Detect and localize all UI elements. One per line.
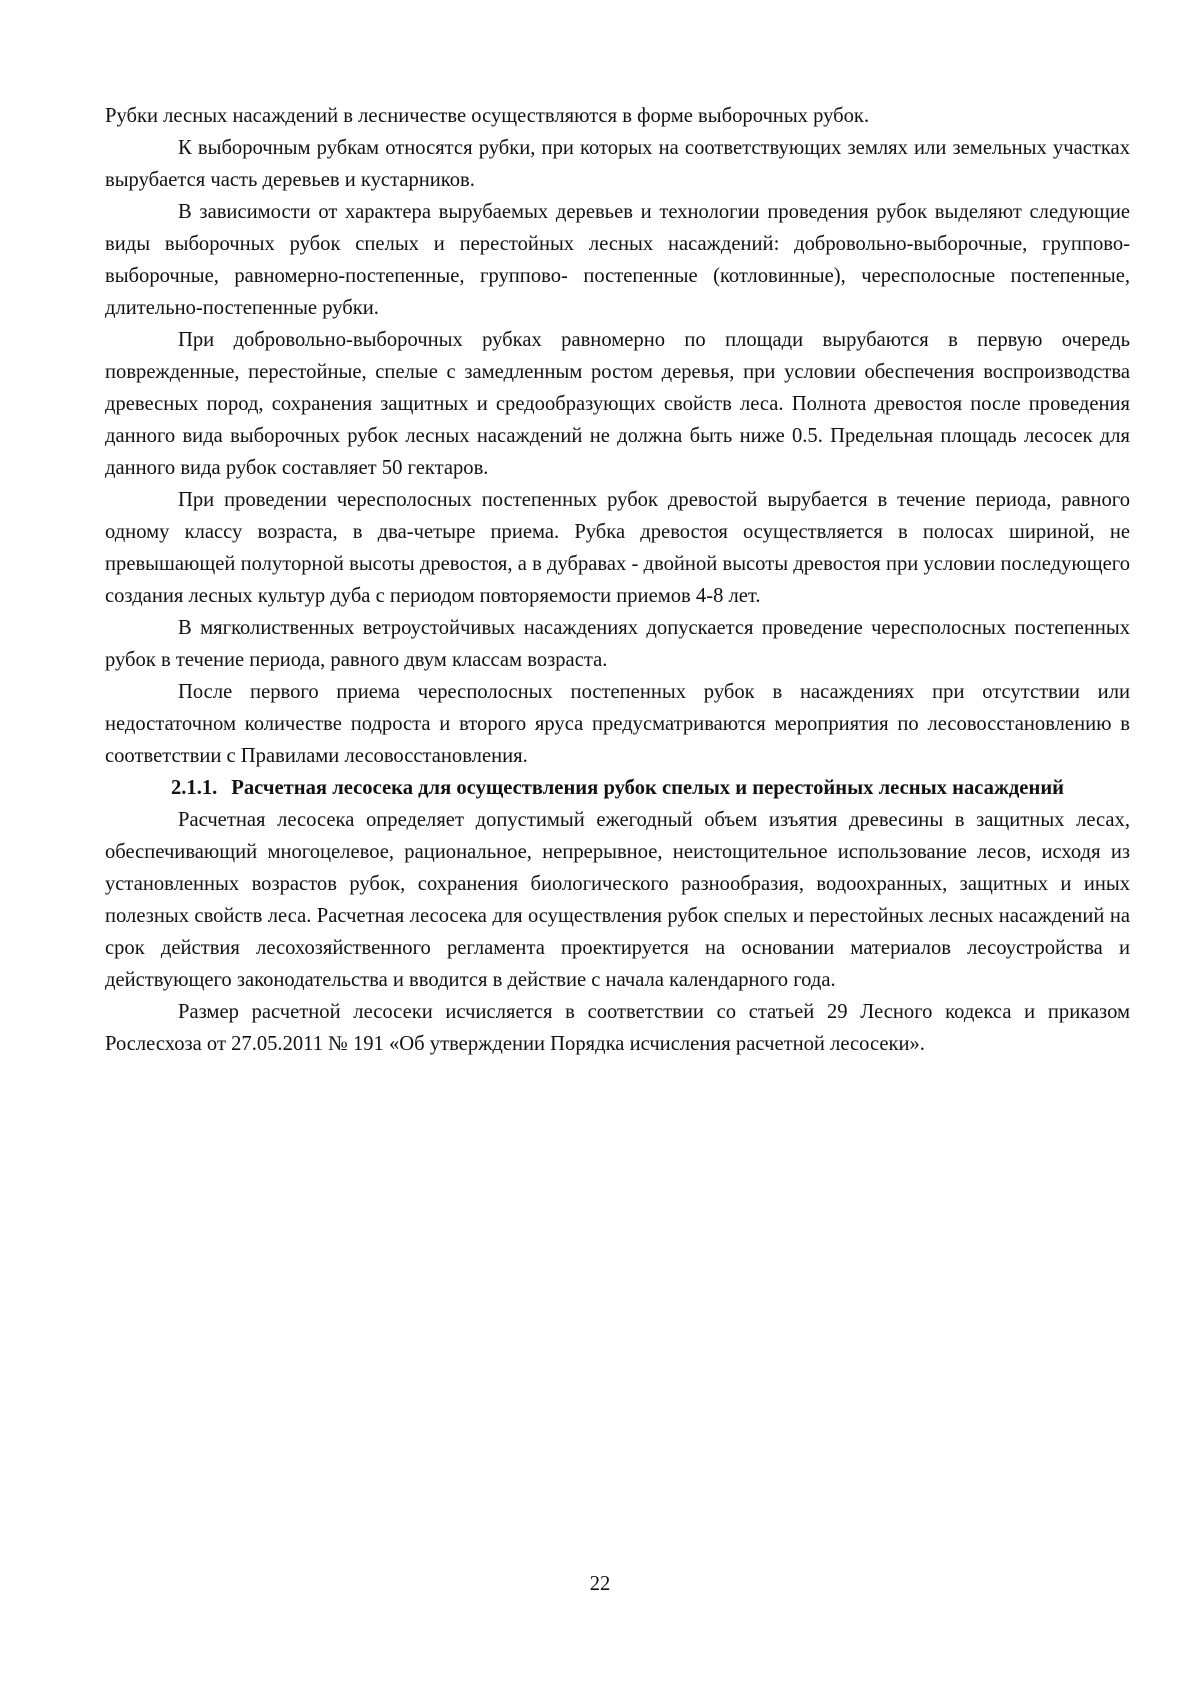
paragraph: Рубки лесных насаждений в лесничестве осуществляются в форме выборочных рубок. — [105, 105, 870, 127]
paragraph: Размер расчетной лесосеки исчисляется в соответствии со статьей 29 Лесного кодекса и приказом Рослесхоза от 27.05.2011 № 191 «Об утверждении Порядка исчисления расчетной лесосеки». — [105, 1001, 1130, 1055]
section-number: 2.1.1. — [170, 777, 218, 799]
page-number: 22 — [589, 1573, 611, 1595]
paragraph: После первого приема чересполосных постепенных рубок в насаждениях при отсутствии или недостаточном количестве подроста и второго яруса предусматриваются мероприятия по лесовосстановлению в соответствии с Правилами лесовосстановления. — [105, 681, 1130, 767]
section-title: Расчетная лесосека для осуществления рубок спелых и перестойных лесных насаждений — [231, 777, 1065, 799]
paragraph: При проведении чересполосных постепенных рубок древостой вырубается в течение периода, равного одному классу возраста, в два-четыре приема. Рубка древостоя осуществляется в полосах шириной, не превышающей полуторной высоты древостоя, а в дубравах - двойной высоты древостоя при условии последующего создания лесных культур дуба с периодом повторяемости приемов 4-8 лет. — [105, 489, 1130, 607]
paragraph: При добровольно-выборочных рубках равномерно по площади вырубаются в первую очередь поврежденные, перестойные, спелые с замедленным ростом деревья, при условии обеспечения воспроизводства древесных пород, сохранения защитных и средообразующих свойств леса. Полнота древостоя после проведения данного вида выборочных рубок лесных насаждений не должна быть ниже 0.5. Предельная площадь лесосек для данного вида рубок составляет 50 гектаров. — [105, 329, 1130, 479]
document-body — [105, 100, 1130, 1060]
paragraph: К выборочным рубкам относятся рубки, при которых на соответствующих землях или земельных участках вырубается часть деревьев и кустарников. — [105, 137, 1130, 191]
paragraph: В зависимости от характера вырубаемых деревьев и технологии проведения рубок выделяют следующие виды выборочных рубок спелых и перестойных лесных насаждений: добровольно-выборочные, группово-выборочные, равномерно-постепенные, группово- постепенные (котловинные), чересполосные постепенные, длительно-постепенные рубки. — [105, 201, 1130, 319]
paragraph: Расчетная лесосека определяет допустимый ежегодный объем изъятия древесины в защитных лесах, обеспечивающий многоцелевое, рациональное, непрерывное, неистощительное использование лесов, исходя из установленных возрастов рубок, сохранения биологического разнообразия, водоохранных, защитных и иных полезных свойств леса. Расчетная лесосека для осуществления рубок спелых и перестойных лесных насаждений на срок действия лесохозяйственного регламента проектируется на основании материалов лесоустройства и действующего законодательства и вводится в действие с начала календарного года. — [105, 809, 1130, 991]
paragraph: В мягколиственных ветроустойчивых насаждениях допускается проведение чересполосных постепенных рубок в течение периода, равного двум классам возраста. — [105, 617, 1130, 671]
section-heading — [105, 772, 1130, 804]
